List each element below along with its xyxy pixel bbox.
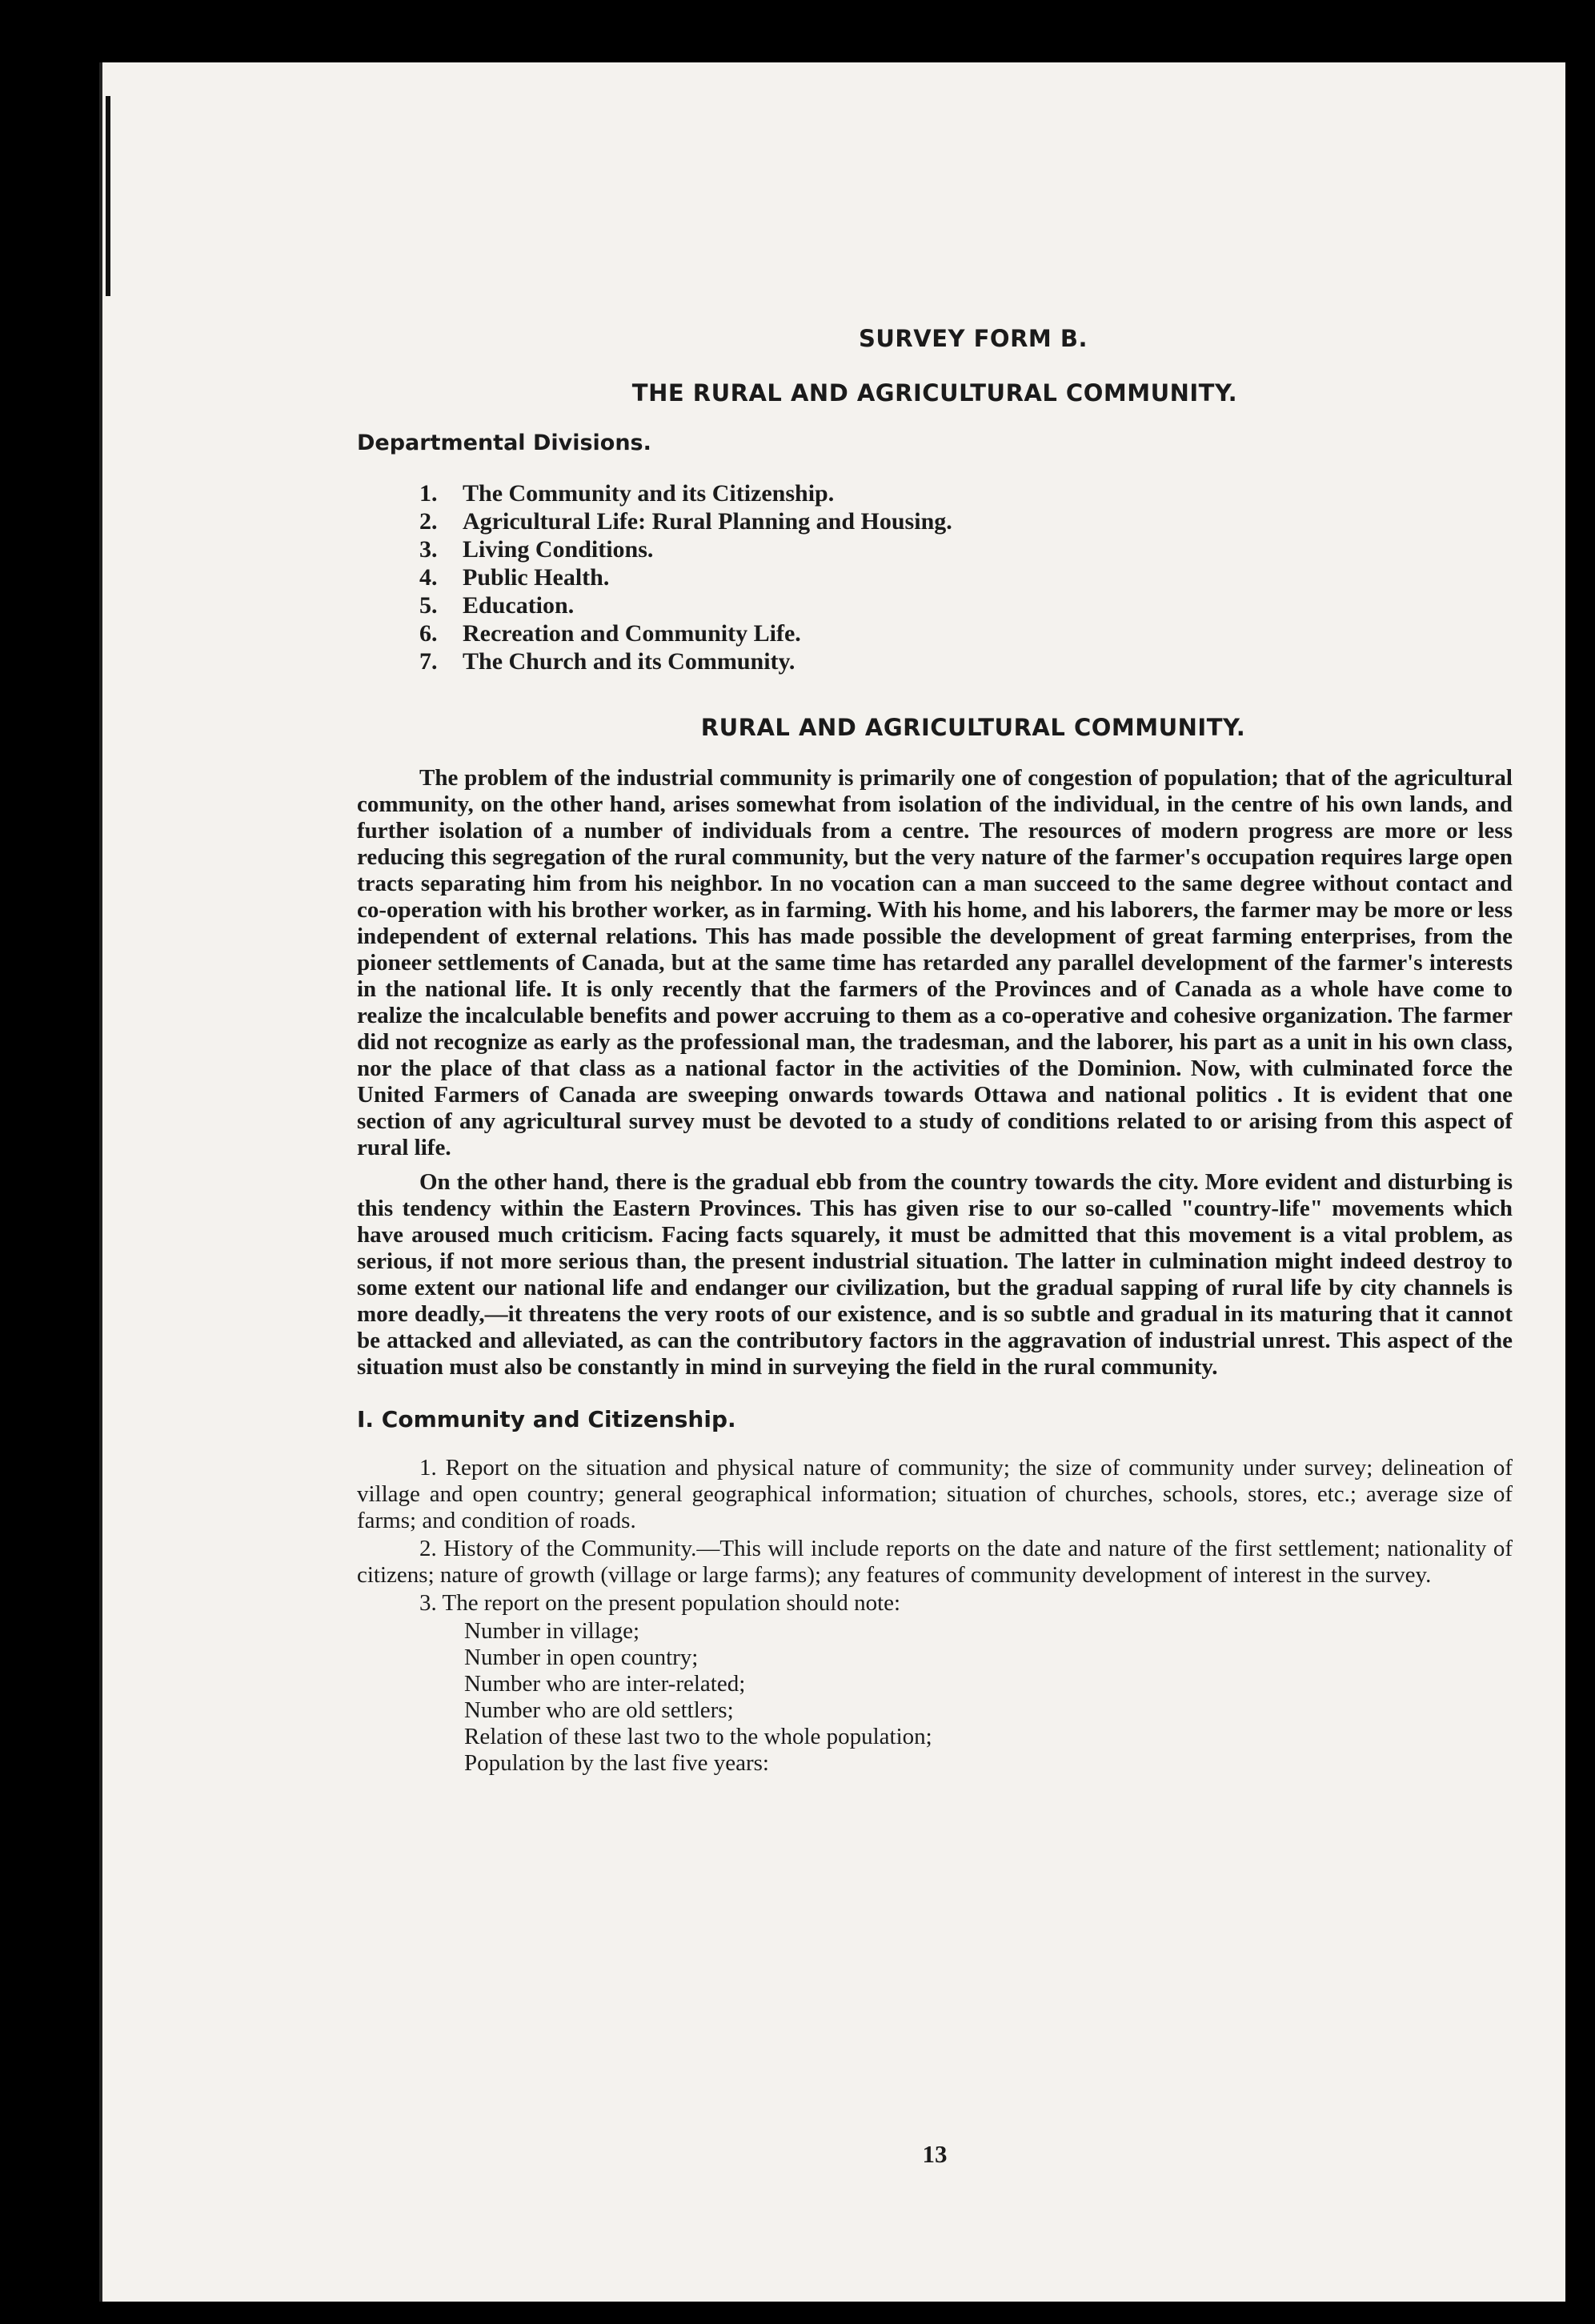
- population-item: Number in open country;: [464, 1645, 699, 1670]
- population-item: Number in village;: [464, 1618, 640, 1644]
- division-item: [419, 563, 1513, 591]
- division-number: 6.: [419, 620, 438, 647]
- division-number: 7.: [419, 648, 438, 675]
- division-text: Living Conditions.: [463, 536, 654, 563]
- division-number: 2.: [419, 508, 438, 535]
- main-title: THE RURAL AND AGRICULTURAL COMMUNITY.: [631, 379, 1238, 407]
- divisions-heading: Departmental Divisions.: [357, 431, 651, 455]
- section-item: 3. The report on the present population should note:: [419, 1590, 901, 1616]
- division-text: Education.: [463, 592, 575, 619]
- population-item: Number who are old settlers;: [464, 1697, 734, 1723]
- page-number: 13: [922, 2140, 948, 2168]
- population-item: Number who are inter-related;: [464, 1671, 746, 1697]
- division-number: 1.: [419, 480, 438, 507]
- division-item: [419, 479, 1513, 507]
- section-item: 2. History of the Community.—This will include reports on the date and nature of the first settlement; nationality of citizens; nature of growth (village or large farms); any features of community development of interest in the survey.: [357, 1536, 1513, 1588]
- division-item: [419, 507, 1513, 535]
- division-text: The Church and its Community.: [463, 648, 795, 675]
- divisions-list: [419, 479, 1513, 675]
- division-number: 4.: [419, 564, 438, 591]
- page-content: [357, 319, 1513, 2168]
- division-item: [419, 647, 1513, 675]
- body-paragraph: The problem of the industrial community is primarily one of congestion of population; that of the agricultural community, on the other hand, arises somewhat from isolation of the individual, in the centre of his own lands, and further isolation of a number of individuals from a centre. The resources of modern progress are more or less reducing this segregation of the rural community, but the very nature of the farmer's occupation requires large open tracts separating him from his neighbor. In no vocation can a man succeed to the same degree without contact and co-operation with his brother worker, as in farming. With his home, and his laborers, the farmer may be more or less independent of external relations. This has made possible the development of great farming enterprises, from the pioneer settlements of Canada, but at the same time has retarded any parallel development of the farmer's interests in the national life. It is only recently that the farmers of the Provinces and of Canada as a whole have come to realize the incalculable benefits and power accruing to them as a co-operative and cohesive organization. The farmer did not recognize as early as the professional man, the tradesman, and the laborer, his part as a unit in his own class, nor the place of that class as a national factor in the activities of the Dominion. Now, with culminated force the United Farmers of Canada are sweeping onwards towards Ottawa and national politics . It is evident that one section of any agricultural survey must be devoted to a study of conditions related to or arising from this aspect of rural life.: [357, 765, 1513, 1160]
- division-text: Public Health.: [463, 564, 610, 591]
- division-item: [419, 619, 1513, 647]
- population-list: [464, 1618, 1513, 1777]
- division-item: [419, 535, 1513, 563]
- division-number: 3.: [419, 536, 438, 563]
- population-item: Population by the last five years:: [464, 1750, 769, 1776]
- document-page: [99, 62, 1565, 2302]
- division-text: The Community and its Citizenship.: [463, 480, 835, 507]
- section-one-heading: I. Community and Citizenship.: [357, 1406, 736, 1432]
- population-item: Relation of these last two to the whole population;: [464, 1724, 932, 1749]
- binding-mark: [106, 96, 110, 296]
- body-paragraph: On the other hand, there is the gradual ebb from the country towards the city. More evident and disturbing is this tendency within the Eastern Provinces. This has given rise to our so-called "country-life" movements which have aroused much criticism. Facing facts squarely, it must be admitted that this movement is a vital problem, as serious, if not more serious than, the present industrial situation. The latter in culmination might indeed destroy to some extent our national life and endanger our civilization, but the gradual sapping of rural life by city channels is more deadly,—it threatens the very roots of our existence, and is so subtle and gradual in its maturing that it cannot be attacked and alleviated, as can the contributory factors in the aggravation of industrial unrest. This aspect of the situation must also be constantly in mind in surveying the field in the rural community.: [357, 1169, 1513, 1380]
- division-item: [419, 591, 1513, 619]
- form-title: SURVEY FORM B.: [859, 325, 1088, 352]
- section-item: 1. Report on the situation and physical nature of community; the size of community under survey; delineation of village and open country; general geographical information; situation of churches, schools, stores, etc.; average size of farms; and condition of roads.: [357, 1455, 1513, 1533]
- division-number: 5.: [419, 592, 438, 619]
- division-text: Recreation and Community Life.: [463, 620, 801, 647]
- division-text: Agricultural Life: Rural Planning and Housing.: [463, 508, 952, 535]
- section-title: RURAL AND AGRICULTURAL COMMUNITY.: [700, 714, 1246, 741]
